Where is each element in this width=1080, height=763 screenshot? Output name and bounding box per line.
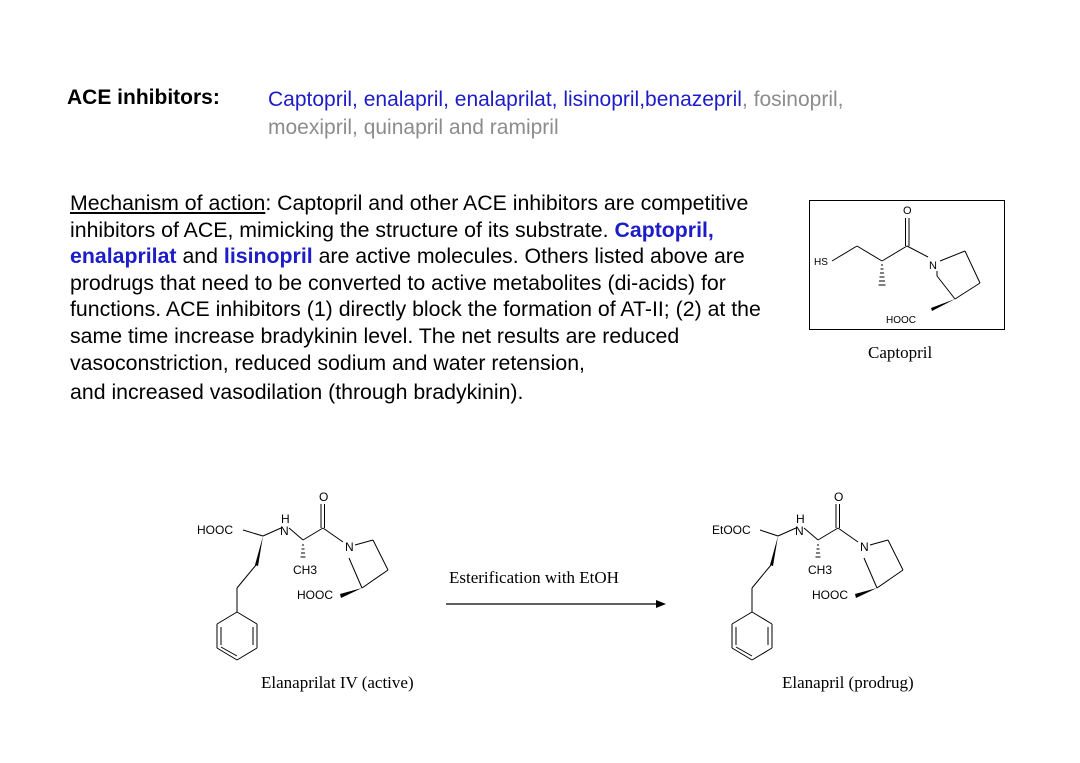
atom-ring-acid: HOOC — [812, 588, 848, 602]
mechanism-body: are active molecules. Others listed above are prodrugs that need to be converted to active metabolites (di-acids) for functions. ACE inhibitors (1) directly block the formation of AT-II; (2) at the same time increase bradykinin level. The net results are reduced vasoconstriction, reduced sodium and water retension, — [70, 244, 761, 375]
highlight-active-2: lisinopril — [223, 244, 313, 269]
mechanism-title: Mechanism of action — [70, 191, 266, 215]
list-separator: , — [741, 88, 748, 111]
atom-hooc: HOOC — [886, 315, 916, 326]
atom-n-ring: N — [860, 540, 869, 554]
reaction-arrow — [444, 598, 668, 610]
atom-ch3: CH3 — [808, 563, 833, 577]
atom-acid: HOOC — [197, 523, 233, 537]
enalaprilat-structure — [195, 490, 405, 670]
mechanism-paragraph — [70, 190, 805, 406]
atom-ring-acid: HOOC — [297, 588, 333, 602]
atom-h: H — [796, 512, 805, 526]
active-drugs: Captopril, enalapril, enalaprilat, lisinopril,benazepril — [268, 88, 742, 111]
enalapril-structure — [710, 490, 920, 670]
atom-n: N — [929, 260, 937, 272]
wedge-bond — [931, 299, 955, 311]
atom-hs: HS — [814, 257, 828, 268]
right-caption: Elanapril (prodrug) — [782, 673, 914, 692]
mechanism-and: and — [176, 244, 224, 269]
atom-n-ring: N — [345, 540, 354, 554]
section-heading: ACE inhibitors: — [67, 86, 220, 109]
atom-n-amine: N — [280, 524, 289, 538]
atom-o: O — [319, 490, 329, 504]
mechanism-last-line: and increased vasodilation (through bradykinin). — [70, 380, 524, 405]
atom-ester: EtOOC — [712, 523, 751, 537]
atom-n-amine: N — [795, 524, 804, 538]
atom-ch3: CH3 — [293, 563, 318, 577]
highlight-active-1: Captopril, enalaprilat — [70, 217, 714, 269]
mechanism-intro: : Captopril and other ACE inhibitors are competitive inhibitors of ACE, mimicking the structure of its substrate. — [70, 191, 749, 242]
atom-o: O — [834, 490, 844, 504]
captopril-caption: Captopril — [868, 343, 933, 362]
captopril-structure — [810, 201, 1004, 329]
left-caption: Elanaprilat IV (active) — [261, 673, 414, 692]
captopril-structure-box — [809, 200, 1005, 330]
arrow-label: Esterification with EtOH — [449, 568, 619, 587]
atom-h: H — [281, 512, 290, 526]
other-drugs-line1: fosinopril, — [747, 88, 844, 111]
drug-list — [268, 86, 1008, 142]
hash-bond — [879, 265, 886, 285]
other-drugs-line2: moexipril, quinapril and ramipril — [268, 116, 559, 139]
atom-o: O — [903, 205, 912, 217]
